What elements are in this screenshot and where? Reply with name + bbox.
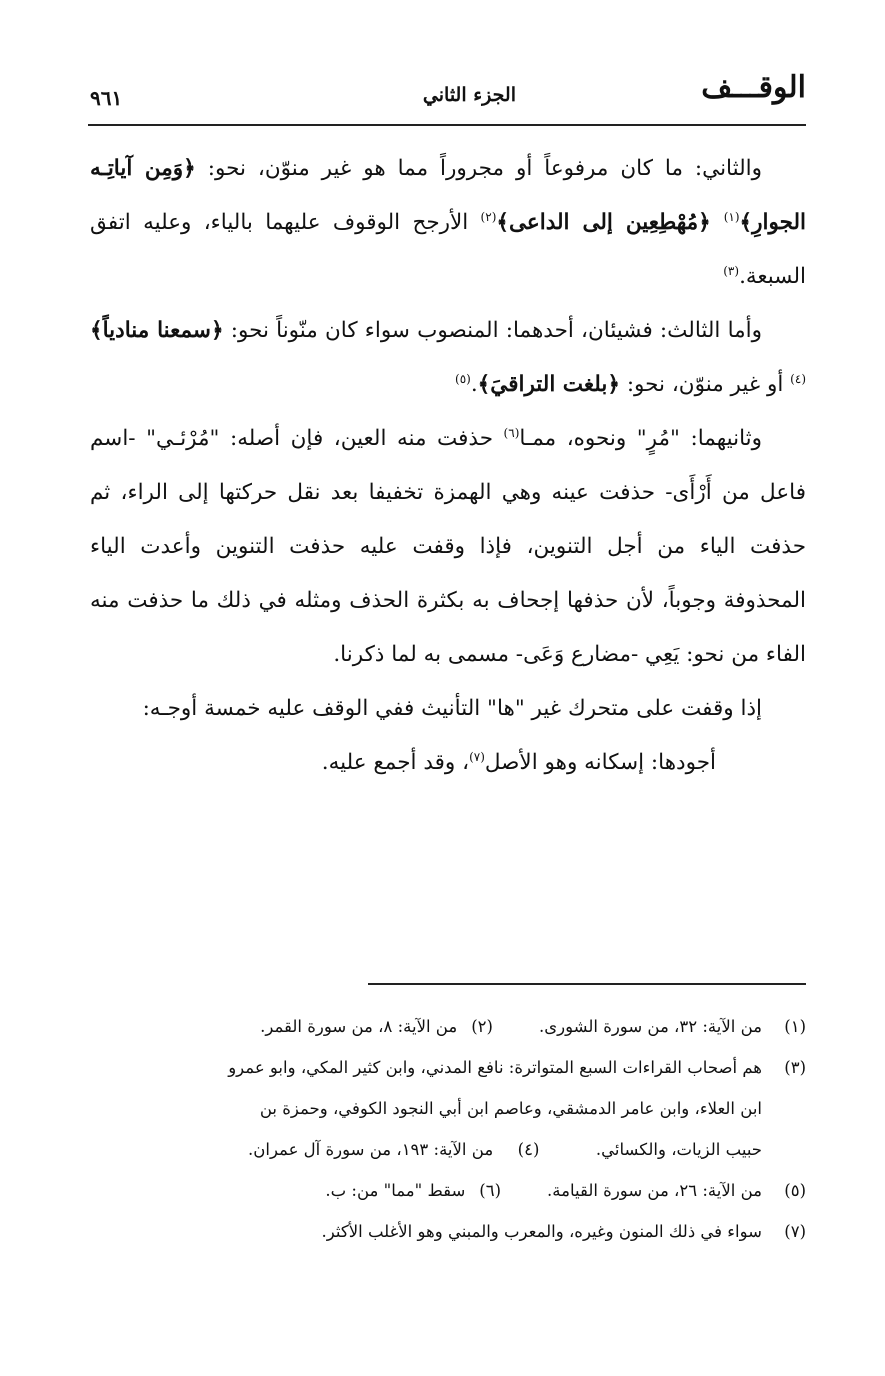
chapter-title: الوقـــف	[701, 70, 806, 105]
footnote-ref[interactable]: (٢)	[480, 209, 497, 224]
footnote-number: (٣)	[784, 1058, 806, 1077]
footnote-ref[interactable]: (٤)	[790, 371, 806, 386]
paragraph-text: الأرجح الوقوف عليهما بالياء، وعليه اتفق السبعة.	[90, 210, 806, 289]
paragraph-4	[90, 682, 806, 736]
footnote-text: هم أصحاب القراءات السبع المتواترة: نافع المدني، وابن كثير المكي، وابو عمرو	[228, 1058, 762, 1077]
footnote-number: (٦)	[479, 1181, 502, 1200]
paragraph-text: .	[470, 372, 478, 397]
footnote-ref[interactable]: (١)	[723, 209, 740, 224]
spacer	[501, 1170, 547, 1211]
footnotes	[92, 1006, 806, 1252]
footnote-line	[92, 1006, 806, 1047]
footnote-number: (١)	[784, 1017, 806, 1036]
paragraph-2	[90, 304, 806, 412]
header-rule	[88, 124, 806, 126]
footnote-line	[92, 1129, 806, 1170]
paragraph-text: والثاني: ما كان مرفوعاً أو مجروراً مما هو غير منوّن، نحو:	[195, 156, 762, 181]
footnote-ref[interactable]: (٣)	[723, 263, 740, 278]
footnote-number: (٥)	[784, 1181, 806, 1200]
paragraph-3	[90, 412, 806, 682]
footnote-line	[92, 1047, 806, 1088]
main-text	[90, 142, 806, 790]
footnote-text: حبيب الزيات، والكسائي.	[595, 1140, 762, 1159]
footnote-number: (٤)	[517, 1140, 540, 1159]
paragraph-text: ، وقد أجمع عليه.	[321, 750, 470, 775]
footnote-ref[interactable]: (٧)	[469, 749, 485, 764]
footnote-line	[92, 1170, 806, 1211]
quran-quote: ﴿وَمِن آياتِـه الجوارِ﴾	[90, 156, 807, 235]
quran-quote: ﴿بلغت التراقيَ﴾	[477, 372, 620, 397]
paragraph-text: أجودها: إسكانه وهو الأصل	[484, 750, 716, 775]
footnote-text: من الآية: ٣٢، من سورة الشورى.	[538, 1017, 762, 1036]
quran-quote: ﴿سمعنا منادياً﴾	[90, 318, 224, 343]
footnote-ref[interactable]: (٦)	[503, 425, 520, 440]
footnote-text: سواء في ذلك المنون وغيره، والمعرب والمبني وهو الأغلب الأكثر.	[321, 1222, 762, 1241]
footnote-line	[92, 1211, 806, 1252]
quran-quote: ﴿مُهْطِعِين إلى الداعى﴾	[496, 210, 724, 235]
footnote-text: سقط "مما" من: ب.	[325, 1181, 466, 1200]
footnote-rule	[368, 983, 806, 985]
page-number: ٩٦١	[90, 86, 123, 110]
paragraph-text: وأما الثالث: فشيئان، أحدهما: المنصوب سواء كان منّوناً نحو:	[223, 318, 763, 343]
paragraph-text: أو غير منوّن، نحو:	[619, 372, 791, 397]
paragraph-text: إذا وقفت على متحرك غير "ها" التأنيث ففي الوقف عليه خمسة أوجـه:	[142, 696, 762, 721]
spacer	[465, 1170, 479, 1211]
spacer	[493, 1006, 539, 1047]
paragraph-1	[90, 142, 806, 304]
spacer	[457, 1006, 471, 1047]
footnote-text: من الآية: ٢٦، من سورة القيامة.	[547, 1181, 762, 1200]
footnote-number: (٢)	[471, 1017, 493, 1036]
footnote-number: (٧)	[784, 1222, 806, 1241]
footnote-text: ابن العلاء، وابن عامر الدمشقي، وعاصم ابن أبي النجود الكوفي، وحمزة بن	[259, 1099, 762, 1118]
volume-label: الجزء الثاني	[422, 84, 516, 106]
footnote-text: من الآية: ٨، من سورة القمر.	[260, 1017, 458, 1036]
page-header	[88, 70, 806, 120]
paragraph-5	[90, 736, 806, 790]
footnote-text: من الآية: ١٩٣، من سورة آل عمران.	[248, 1140, 494, 1159]
paragraph-text: حذفت منه العين، فإن أصله: "مُرْئـي" -اسم فاعل من أَرْأَى- حذفت عينه وهي الهمزة تخفيفا بعد نقل حركتها إلى الراء، ثم حذفت الياء من أجل التنوين، فإذا وقفت عليه حذفت التنوين وأعدت الياء المحذوفة وجوباً، لأن حذفها إجحاف به بكثرة الحذف ومثله في ذلك ما حذفت منه الفاء من نحو: يَعِي -مضارع وَعَى- مسمى به لما ذكرنا.	[90, 426, 806, 667]
paragraph-text: وثانيهما: "مُرٍ" ونحوه، ممـا	[519, 426, 762, 451]
footnote-ref[interactable]: (٥)	[455, 371, 471, 386]
